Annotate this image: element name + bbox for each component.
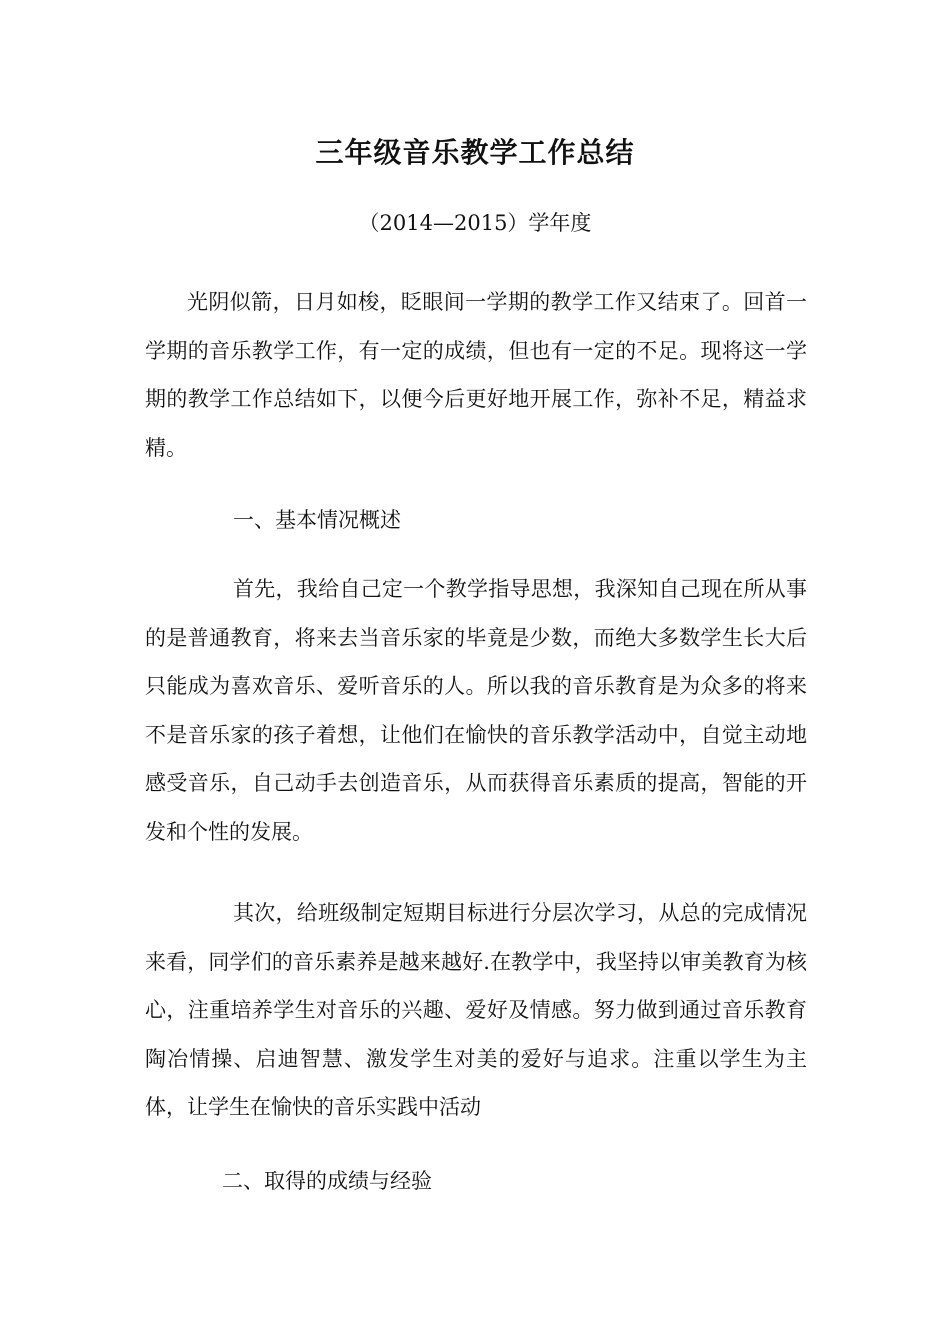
section1-paragraph-2: 其次，给班级制定短期目标进行分层次学习，从总的完成情况来看，同学们的音乐素养是越来越好.在教学中，我坚持以审美教育为核心，注重培养学生对音乐的兴趣、爱好及情感。努力做到通过音乐教育陶冶情操、启迪智慧、激发学生对美的爱好与追求。注重以学生为主体，让学生在愉快的音乐实践中活动 [145,901,807,1119]
document-title: 三年级音乐教学工作总结 [315,136,635,169]
intro-paragraph: 光阴似箭，日月如梭，眨眼间一学期的教学工作又结束了。回首一学期的音乐教学工作，有一定的成绩，但也有一定的不足。现将这一学期的教学工作总结如下，以便今后更好地开展工作，弥补不足，精益求精。 [145,290,807,460]
section1-paragraph-1: 首先，我给自己定一个教学指导思想，我深知自己现在所从事的是普通教育，将来去当音乐家的毕竟是少数，而绝大多数学生长大后只能成为喜欢音乐、爱听音乐的人。所以我的音乐教育是为众多的将来不是音乐家的孩子着想，让他们在愉快的音乐教学活动中，自觉主动地感受音乐，自己动手去创造音乐，从而获得音乐素质的提高，智能的开发和个性的发展。 [145,577,807,844]
section-heading-2: 二、取得的成绩与经验 [222,1169,432,1193]
section-heading-1: 一、基本情况概述 [233,508,401,532]
document-subtitle: （2014—2015）学年度 [358,211,592,235]
